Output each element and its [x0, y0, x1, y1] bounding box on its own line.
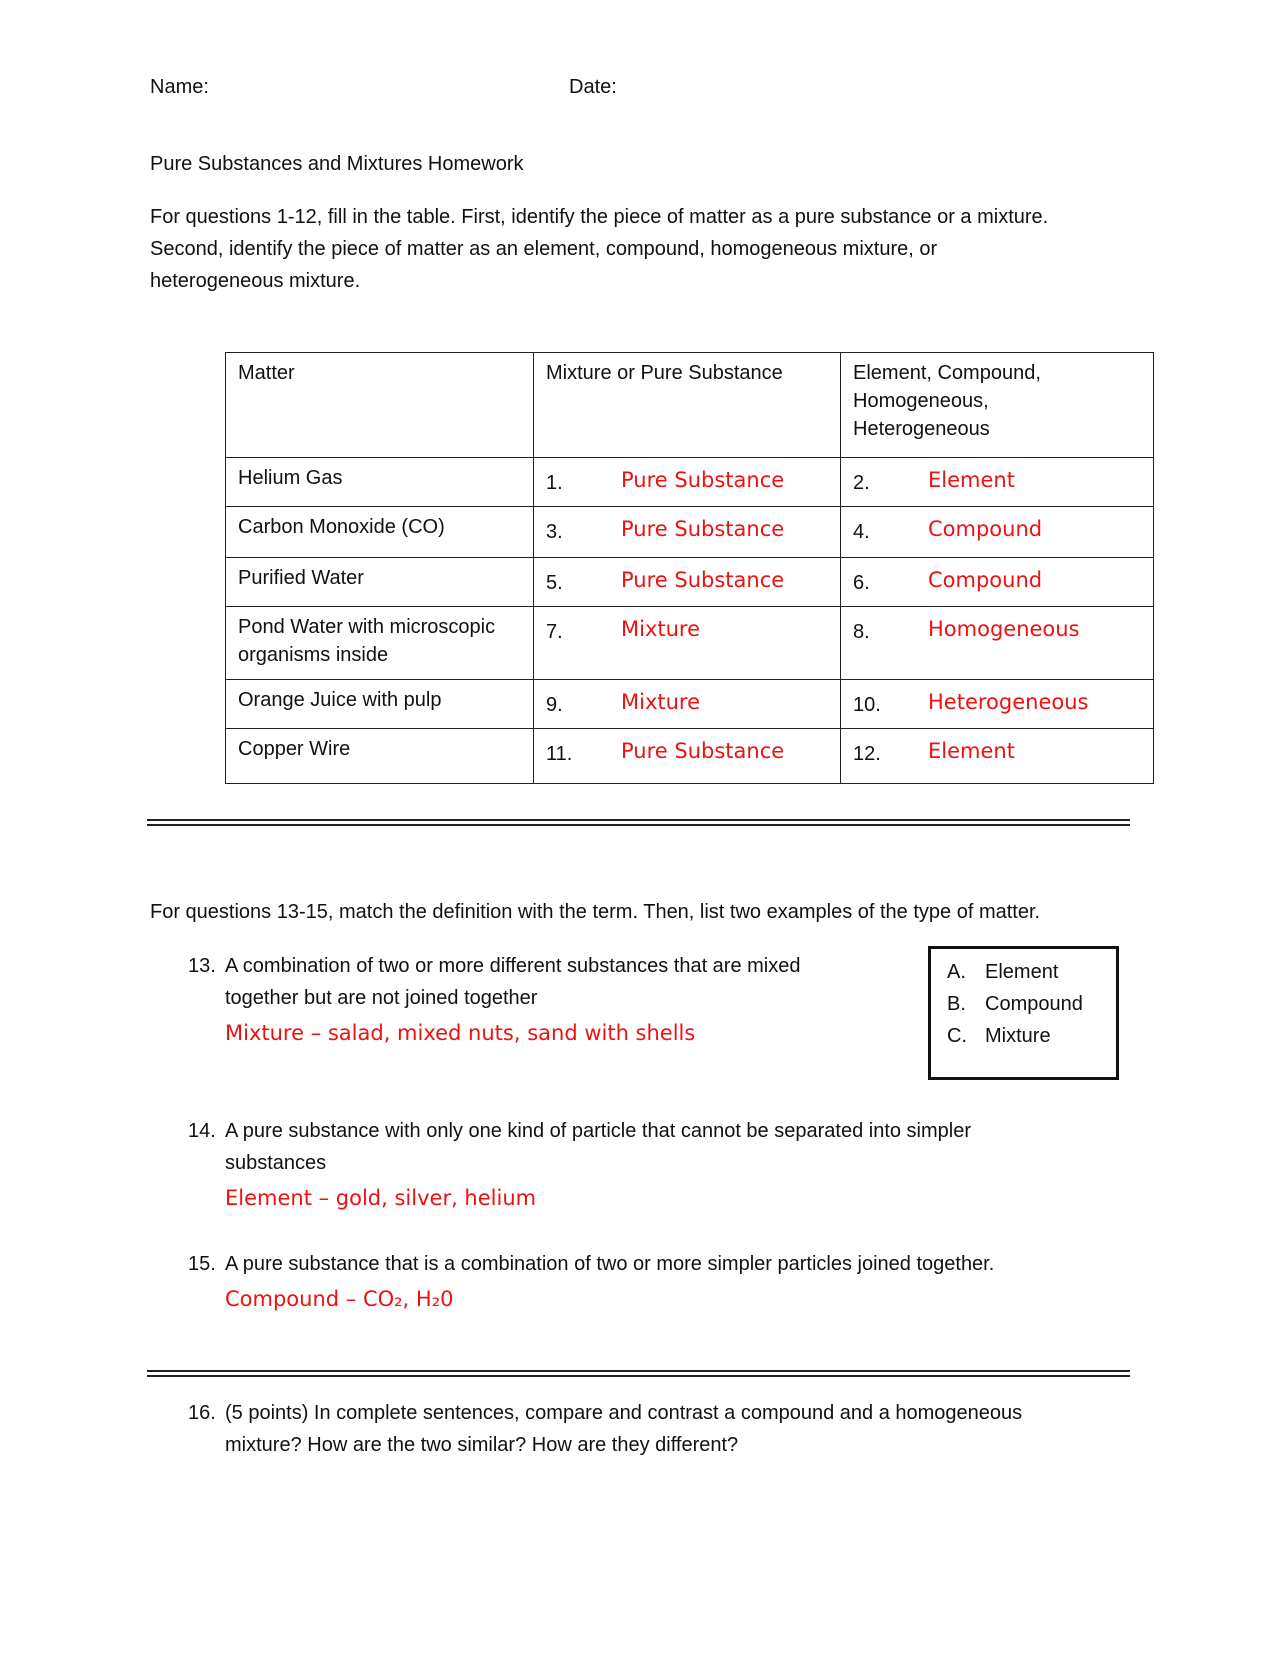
question-number: 9.: [546, 694, 563, 716]
answer-cell-class[interactable]: [841, 458, 1154, 507]
answer-text: Element: [928, 468, 1015, 492]
question-number: 14.: [188, 1120, 216, 1142]
table-row: [226, 607, 1154, 680]
matter-cell: Copper Wire: [226, 729, 534, 784]
question-number: 15.: [188, 1253, 216, 1275]
question-number: 1.: [546, 472, 563, 494]
answer-text: Pure Substance: [621, 739, 785, 763]
section-divider: [147, 1370, 1130, 1377]
header-cell-matter: Matter: [226, 353, 534, 458]
answer-cell-class[interactable]: [841, 729, 1154, 784]
question-text: mixture? How are the two similar? How are they different?: [225, 1434, 739, 1456]
name-label: Name:: [150, 76, 209, 98]
answer-cell-class[interactable]: [841, 507, 1154, 558]
answer-text: Homogeneous: [928, 617, 1080, 641]
table-row: [226, 680, 1154, 729]
answer-cell-class[interactable]: [841, 607, 1154, 680]
option-c: C. Mixture: [947, 1025, 1051, 1047]
answer-text: Pure Substance: [621, 468, 785, 492]
answer-text: Mixture: [621, 617, 701, 641]
answer-cell-type[interactable]: [534, 607, 841, 680]
instructions-matching: For questions 13-15, match the definition with the term. Then, list two examples of the type of matter.: [150, 901, 1041, 923]
instructions-line: For questions 1-12, fill in the table. First, identify the piece of matter as a pure substance or a mixture.: [150, 206, 1049, 228]
question-text: A pure substance that is a combination of two or more simpler particles joined together.: [225, 1253, 995, 1275]
answer-cell-class[interactable]: [841, 558, 1154, 607]
answer-text: Compound: [928, 517, 1043, 541]
question-text: substances: [225, 1152, 327, 1174]
question-number: 5.: [546, 572, 563, 594]
table-row: [226, 507, 1154, 558]
answer-text[interactable]: Compound – CO₂, H₂0: [225, 1287, 454, 1311]
question-number: 7.: [546, 621, 563, 643]
answer-cell-type[interactable]: [534, 680, 841, 729]
matter-cell: Carbon Monoxide (CO): [226, 507, 534, 558]
question-number: 3.: [546, 521, 563, 543]
question-number: 11.: [546, 743, 573, 765]
answer-text[interactable]: Mixture – salad, mixed nuts, sand with shells: [225, 1021, 696, 1045]
instructions-table: [150, 201, 1170, 297]
answer-text: Mixture: [621, 690, 701, 714]
instructions-line: Second, identify the piece of matter as an element, compound, homogeneous mixture, or: [150, 238, 938, 260]
date-label: Date:: [569, 76, 617, 98]
question-number: 2.: [853, 472, 870, 494]
matter-table: [225, 352, 1154, 784]
option-a: A. Element: [947, 961, 1059, 983]
question-13: [225, 950, 885, 1049]
matter-cell: Helium Gas: [226, 458, 534, 507]
question-number: 8.: [853, 621, 870, 643]
header-cell-classification: Element, Compound, Homogeneous, Heterogeneous: [841, 353, 1154, 458]
answer-cell-type[interactable]: [534, 507, 841, 558]
question-text: (5 points) In complete sentences, compare and contrast a compound and a homogeneous: [225, 1402, 1023, 1424]
matter-cell: Orange Juice with pulp: [226, 680, 534, 729]
question-number: 6.: [853, 572, 870, 594]
matter-cell: Purified Water: [226, 558, 534, 607]
question-number: 4.: [853, 521, 870, 543]
matter-cell: Pond Water with microscopic organisms inside: [226, 607, 534, 680]
question-16: [225, 1397, 1165, 1461]
term-options-box: [928, 946, 1119, 1080]
answer-text: Pure Substance: [621, 568, 785, 592]
table-row: [226, 558, 1154, 607]
question-15: [225, 1248, 1145, 1315]
question-number: 13.: [188, 955, 216, 977]
answer-text[interactable]: Element – gold, silver, helium: [225, 1186, 537, 1210]
answer-cell-type[interactable]: [534, 729, 841, 784]
table-header-row: [226, 353, 1154, 458]
answer-cell-type[interactable]: [534, 558, 841, 607]
page-title: Pure Substances and Mixtures Homework: [150, 153, 524, 175]
answer-text: Pure Substance: [621, 517, 785, 541]
answer-text: Heterogeneous: [928, 690, 1089, 714]
table-row: [226, 458, 1154, 507]
question-text: together but are not joined together: [225, 987, 538, 1009]
question-number: 12.: [853, 743, 881, 765]
answer-cell-type[interactable]: [534, 458, 841, 507]
question-number: 16.: [188, 1402, 216, 1424]
table-row: [226, 729, 1154, 784]
section-divider: [147, 819, 1130, 826]
instructions-line: heterogeneous mixture.: [150, 270, 361, 292]
answer-text: Element: [928, 739, 1015, 763]
question-14: [225, 1115, 1145, 1214]
question-text: A combination of two or more different substances that are mixed: [225, 955, 801, 977]
question-number: 10.: [853, 694, 881, 716]
answer-text: Compound: [928, 568, 1043, 592]
question-text: A pure substance with only one kind of particle that cannot be separated into simpler: [225, 1120, 972, 1142]
answer-cell-class[interactable]: [841, 680, 1154, 729]
option-b: B. Compound: [947, 993, 1083, 1015]
header-cell-mixture-pure: Mixture or Pure Substance: [534, 353, 841, 458]
